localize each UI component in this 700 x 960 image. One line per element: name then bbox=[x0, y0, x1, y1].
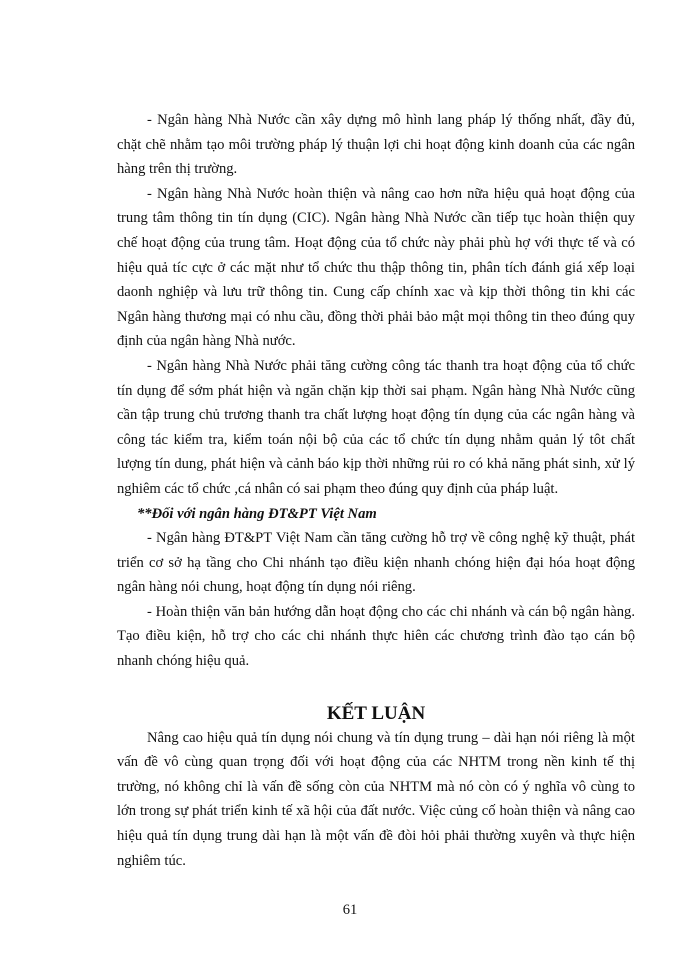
body-paragraph: - Ngân hàng Nhà Nước cần xây dựng mô hình lang pháp lý thống nhất, đầy đủ, chặt chẽ nhằm tạo môi trường pháp lý thuận lợi chi hoạt động kinh doanh của các ngân hàng trên thị trường. bbox=[117, 112, 635, 178]
conclusion-paragraph: Nâng cao hiệu quả tín dụng nói chung và tín dụng trung – dài hạn nói riêng là một vấn đề vô cùng quan trọng đối với hoạt động của các NHTM trong nền kinh tế thị trường, nó không chỉ là vấn đề sống còn của NHTM mà nó còn có ý nghĩa vô cùng to lớn trong sự phát triển kinh tế xã hội của đất nước. Việc củng cố hoàn thiện và nâng cao hiệu quả tín dụng trung dài hạn là một vấn đề đòi hỏi phải thường xuyên và thực hiện nghiêm túc. bbox=[117, 729, 635, 869]
body-paragraph: - Ngân hàng Nhà Nước phải tăng cường công tác thanh tra hoạt động của tổ chức tín dụng để sớm phát hiện và ngăn chặn kịp thời sai phạm. Ngân hàng Nhà Nước cũng cần tập trung chủ trương thanh tra chất lượng hoạt động tín dụng của các ngân hàng và công tác kiểm tra, kiểm toán nội bộ của các tổ chức tín dụng nhằm quản lý tôt chất lượng tín dung, phát hiện và cảnh báo kịp thời những rủi ro có khả năng phát sinh, xử lý nghiêm các tổ chức ,cá nhân có sai phạm theo đúng quy định của pháp luật. bbox=[117, 357, 635, 497]
conclusion-title: KẾT LUẬN bbox=[326, 702, 426, 724]
body-paragraph: - Hoàn thiện văn bản hướng dẫn hoạt động cho các chi nhánh và cán bộ ngân hàng. Tạo điều kiện, hỗ trợ cho các chi nhánh thực hiên các chương trình đào tạo cán bộ nhanh chóng hiệu quả. bbox=[117, 603, 635, 670]
section-subheading: **Đối với ngân hàng ĐT&PT Việt Nam bbox=[137, 505, 377, 522]
page-content bbox=[117, 108, 635, 873]
body-paragraph: - Ngân hàng ĐT&PT Việt Nam cần tăng cường hỗ trợ về công nghệ kỹ thuật, phát triển cơ sở hạ tầng cho Chi nhánh tạo điều kiện nhanh chóng hiện đại hóa hoạt động ngân hàng nói chung, hoạt động tín dụng nói riêng. bbox=[117, 530, 635, 596]
page-number: 61 bbox=[342, 902, 358, 918]
body-paragraph: - Ngân hàng Nhà Nước hoàn thiện và nâng cao hơn nữa hiệu quả hoạt động của trung tâm thông tin tín dụng (CIC). Ngân hàng Nhà Nước cần tiếp tục hoàn thiện quy chế hoạt động của trung tâm. Hoạt động của tổ chức này phải phù hợ với thực tế và có hiệu quả tíc cực ở các mặt như tổ chức thu thập thông tin, phân tích đánh giá xếp loại daonh nghiệp và lưu trữ thông tin. Cung cấp chính xac và kịp thời thông tin khi các Ngân hàng thương mại có nhu cầu, đồng thời phải bảo mật mọi thông tin theo đúng quy định của ngân hàng Nhà nước. bbox=[117, 185, 635, 350]
